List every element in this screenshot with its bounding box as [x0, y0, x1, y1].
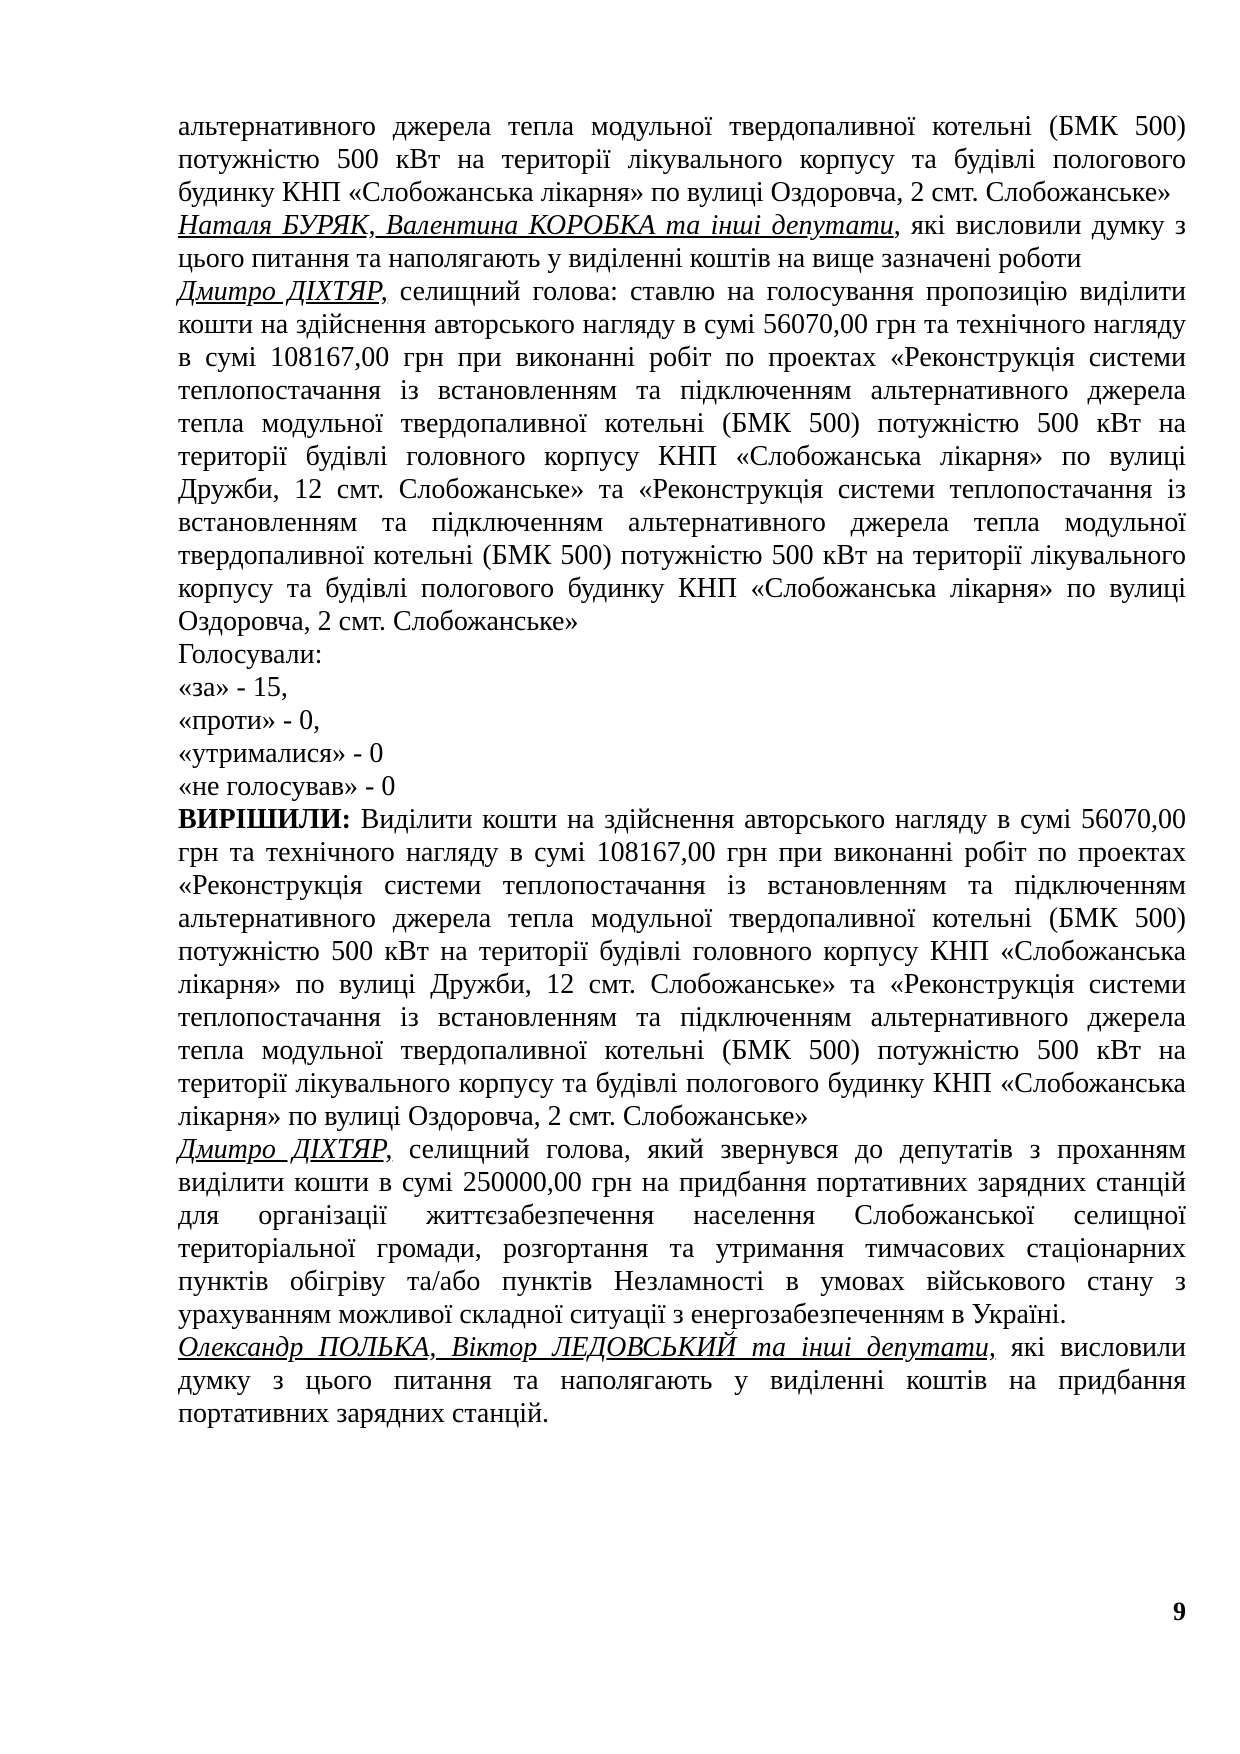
paragraph-text: альтернативного джерела тепла модульної твердопаливної котельні (БМК 500) потужністю 500 кВт на території лікувального корпусу та будівлі пологового будинку КНП «Слобожанська лікарня» по вулиці Оздоровча, 2 смт. Слобожанське» — [178, 111, 1186, 208]
vote-abstained: «утрималися» - 0 — [178, 738, 384, 769]
vote-against: «проти» - 0, — [178, 705, 321, 736]
paragraph-text: Виділити кошти на здійснення авторського нагляду в сумі 56070,00 грн та технічного нагляду в сумі 108167,00 грн при виконанні робіт по проектах «Реконструкція системи теплопостачання із встановленням та підключенням альтернативного джерела тепла модульної твердопаливної котельні (БМК 500) потужністю 500 кВт на території будівлі головного корпусу КНП «Слобожанська лікарня» по вулиці Дружби, 12 смт. Слобожанське» та «Реконструкція системи теплопостачання із встановленням та підключенням альтернативного джерела тепла модульної твердопаливної котельні (БМК 500) потужністю 500 кВт на території лікувального корпусу та будівлі пологового будинку КНП «Слобожанська лікарня» по вулиці Оздоровча, 2 смт. Слобожанське» — [178, 804, 1186, 1132]
speaker-names: Наталя БУРЯК, Валентина КОРОБКА та інші депутати — [178, 210, 894, 241]
paragraph-text: селищний голова, який звернувся до депутатів з проханням виділити кошти в сумі 250000,00 грн на придбання портативних зарядних станцій для організації життєзабезпечення населення Слобожанської селищної територіальної громади, розгортання та утримання тимчасових стаціонарних пунктів обігріву та/або пунктів Незламності в умовах військового стану з урахуванням можливої складної ситуації з енергозабезпеченням в Україні. — [178, 1134, 1187, 1330]
speaker-names: Дмитро ДІХТЯР, — [178, 276, 388, 307]
vote-not-voted: «не голосував» - 0 — [178, 771, 396, 802]
document-body — [178, 110, 1186, 1430]
speaker-names: Олександр ПОЛЬКА, Віктор ЛЕДОВСЬКИЙ та інші депутати, — [178, 1332, 996, 1363]
paragraph-3 — [178, 275, 1186, 638]
paragraph-1 — [178, 110, 1186, 209]
decision-paragraph — [178, 803, 1186, 1133]
decision-label: ВИРІШИЛИ: — [178, 804, 351, 835]
paragraph-text: , які висловили думку з цього питання та наполягають у виділенні коштів на вище зазначені роботи — [178, 210, 1186, 274]
vote-heading: Голосували: — [178, 639, 323, 670]
vote-for: «за» - 15, — [178, 672, 288, 703]
paragraph-2 — [178, 209, 1186, 275]
speaker-names: Дмитро ДІХТЯР, — [178, 1134, 393, 1165]
paragraph-6 — [178, 1331, 1186, 1430]
paragraph-text: селищний голова: ставлю на голосування пропозицію виділити кошти на здійснення авторського нагляду в сумі 56070,00 грн та технічного нагляду в сумі 108167,00 грн при виконанні робіт по проектах «Реконструкція системи теплопостачання із встановленням та підключенням альтернативного джерела тепла модульної твердопаливної котельні (БМК 500) потужністю 500 кВт на території будівлі головного корпусу КНП «Слобожанська лікарня» по вулиці Дружби, 12 смт. Слобожанське» та «Реконструкція системи теплопостачання із встановленням та підключенням альтернативного джерела тепла модульної твердопаливної котельні (БМК 500) потужністю 500 кВт на території лікувального корпусу та будівлі пологового будинку КНП «Слобожанська лікарня» по вулиці Оздоровча, 2 смт. Слобожанське» — [178, 276, 1186, 637]
page-number: 9 — [1173, 1597, 1186, 1626]
paragraph-text: які висловили думку з цього питання та наполягають у виділенні коштів на придбання портативних зарядних станцій. — [178, 1332, 1187, 1429]
paragraph-5 — [178, 1133, 1186, 1331]
